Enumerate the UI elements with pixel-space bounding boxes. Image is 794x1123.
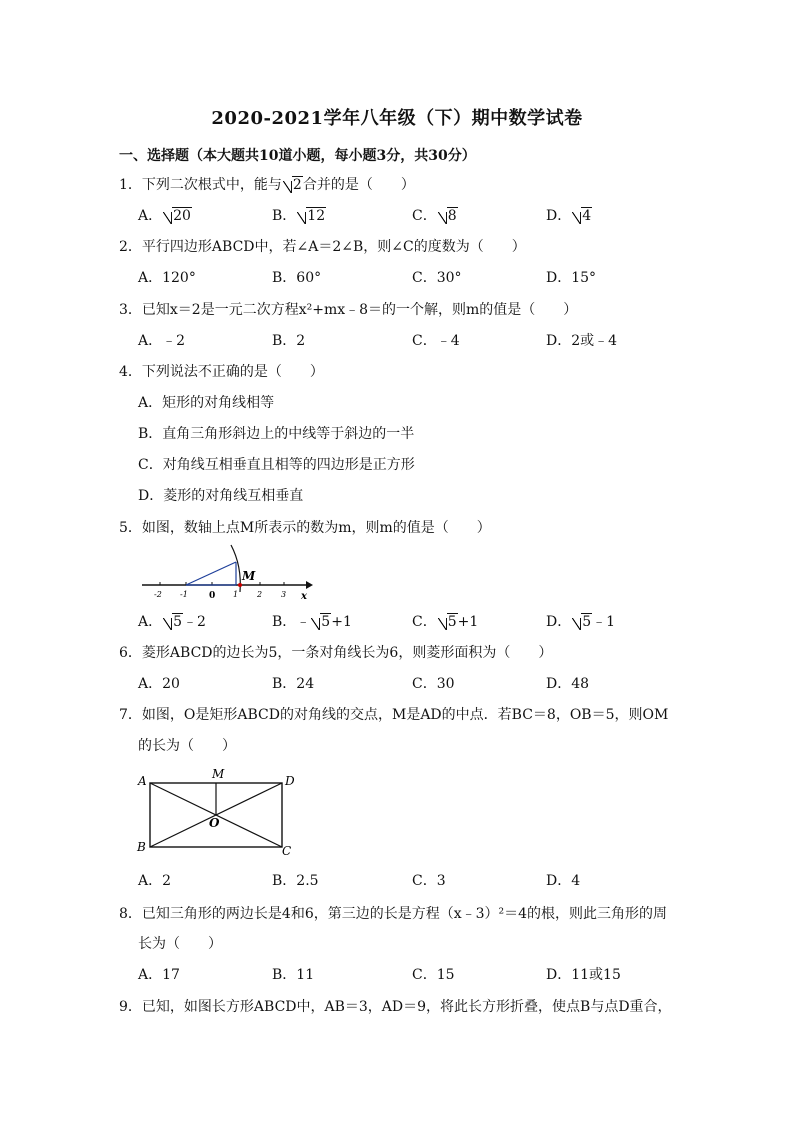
q1-radicand: 2	[292, 177, 302, 193]
q5-option-b: B．﹣ 5+1	[272, 614, 352, 630]
q3-option-b: B．2	[272, 333, 306, 349]
number-line-figure	[138, 540, 318, 602]
q6-option-d: D．48	[546, 676, 590, 692]
q7-option-b: B．2.5	[272, 873, 319, 889]
q7-options	[138, 871, 698, 891]
question-1	[119, 175, 415, 195]
q5-option-a: A． 5﹣2	[138, 614, 206, 630]
question-3: 3．已知x＝2是一元二次方程x²+mx﹣8＝的一个解，则m的值是（ ）	[119, 302, 578, 318]
question-4: 4．下列说法不正确的是（ ）	[119, 364, 324, 380]
tick-label-neg1: -1	[180, 590, 188, 599]
label-c: C	[282, 844, 292, 858]
tick-label-3: 3	[281, 590, 287, 599]
question-8-line1: 8．已知三角形的两边长是4和6，第三边的长是方程（x﹣3）²＝4的根，则此三角形的周	[119, 906, 668, 922]
q2-option-d: D．15°	[546, 270, 597, 286]
section-heading: 一、选择题（本大题共10道小题，每小题3分，共30分）	[119, 148, 476, 164]
q1-text-pre: 1．下列二次根式中，能与	[119, 177, 282, 193]
triangle-hypotenuse	[186, 562, 236, 585]
q5-options	[138, 612, 698, 632]
q1-text-post: 合并的是（ ）	[302, 177, 415, 193]
page-title: 2020-2021学年八年级（下）期中数学试卷	[211, 108, 583, 129]
q2-option-a: A．120°	[138, 270, 196, 286]
label-m: M	[212, 767, 225, 781]
tick-label-1: 1	[233, 590, 239, 599]
question-8-line2: 长为（ ）	[138, 936, 222, 952]
question-7-line2: 的长为（ ）	[138, 738, 236, 754]
q3-options	[138, 331, 698, 351]
q1-option-d: D． 4	[546, 208, 592, 224]
tick-label-neg2: -2	[154, 590, 162, 599]
q1-option-c: C． 8	[412, 208, 457, 224]
axis-arrow	[306, 581, 313, 589]
q1-option-b: B． 12	[272, 208, 326, 224]
q3-option-d: D．2或﹣4	[546, 333, 618, 349]
q8-options	[138, 965, 698, 985]
q1-option-a: A． 20	[138, 208, 191, 224]
sqrt-symbol	[283, 175, 303, 195]
q2-options	[138, 268, 698, 288]
point-m-label: M	[242, 569, 256, 583]
question-6: 6．菱形ABCD的边长为5，一条对角线长为6，则菱形面积为（ ）	[119, 645, 553, 661]
point-m-dot	[238, 583, 242, 587]
label-o: O	[209, 816, 220, 830]
q8-option-a: A．17	[138, 967, 180, 983]
q8-option-d: D．11或15	[546, 967, 621, 983]
q4-option-d: D．菱形的对角线互相垂直	[138, 488, 304, 504]
question-2: 2．平行四边形ABCD中，若∠A＝2∠B，则∠C的度数为（ ）	[119, 239, 526, 255]
q7-option-d: D．4	[546, 873, 581, 889]
q8-option-c: C．15	[412, 967, 455, 983]
axis-label-x: x	[301, 591, 307, 602]
q4-option-b: B．直角三角形斜边上的中线等于斜边的一半	[138, 426, 415, 442]
q8-option-b: B．11	[272, 967, 315, 983]
q6-option-c: C．30	[412, 676, 455, 692]
question-9: 9．已知，如图长方形ABCD中，AB＝3，AD＝9，将此长方形折叠，使点B与点D重合，	[119, 999, 672, 1015]
label-b: B	[137, 840, 146, 854]
q6-option-a: A．20	[138, 676, 180, 692]
q2-option-c: C．30°	[412, 270, 462, 286]
label-a: A	[138, 774, 147, 788]
q7-option-a: A．2	[138, 873, 172, 889]
q3-option-a: A．﹣2	[138, 333, 186, 349]
q5-option-d: D． 5﹣1	[546, 614, 616, 630]
q4-option-c: C．对角线互相垂直且相等的四边形是正方形	[138, 457, 415, 473]
q3-option-c: C．﹣4	[412, 333, 460, 349]
rectangle-figure	[132, 765, 302, 860]
q1-options	[138, 206, 698, 226]
tick-label-2: 2	[257, 590, 263, 599]
q7-option-c: C．3	[412, 873, 446, 889]
q6-option-b: B．24	[272, 676, 315, 692]
q2-option-b: B．60°	[272, 270, 322, 286]
q4-option-a: A．矩形的对角线相等	[138, 395, 275, 411]
tick-label-0: 0	[209, 591, 216, 601]
q5-option-c: C． 5+1	[412, 614, 479, 630]
label-d: D	[285, 774, 295, 788]
question-5: 5．如图，数轴上点M所表示的数为m，则m的值是（ ）	[119, 520, 491, 536]
question-7-line1: 7．如图，O是矩形ABCD的对角线的交点，M是AD的中点．若BC＝8，OB＝5，则OM	[119, 707, 669, 723]
q6-options	[138, 674, 698, 694]
